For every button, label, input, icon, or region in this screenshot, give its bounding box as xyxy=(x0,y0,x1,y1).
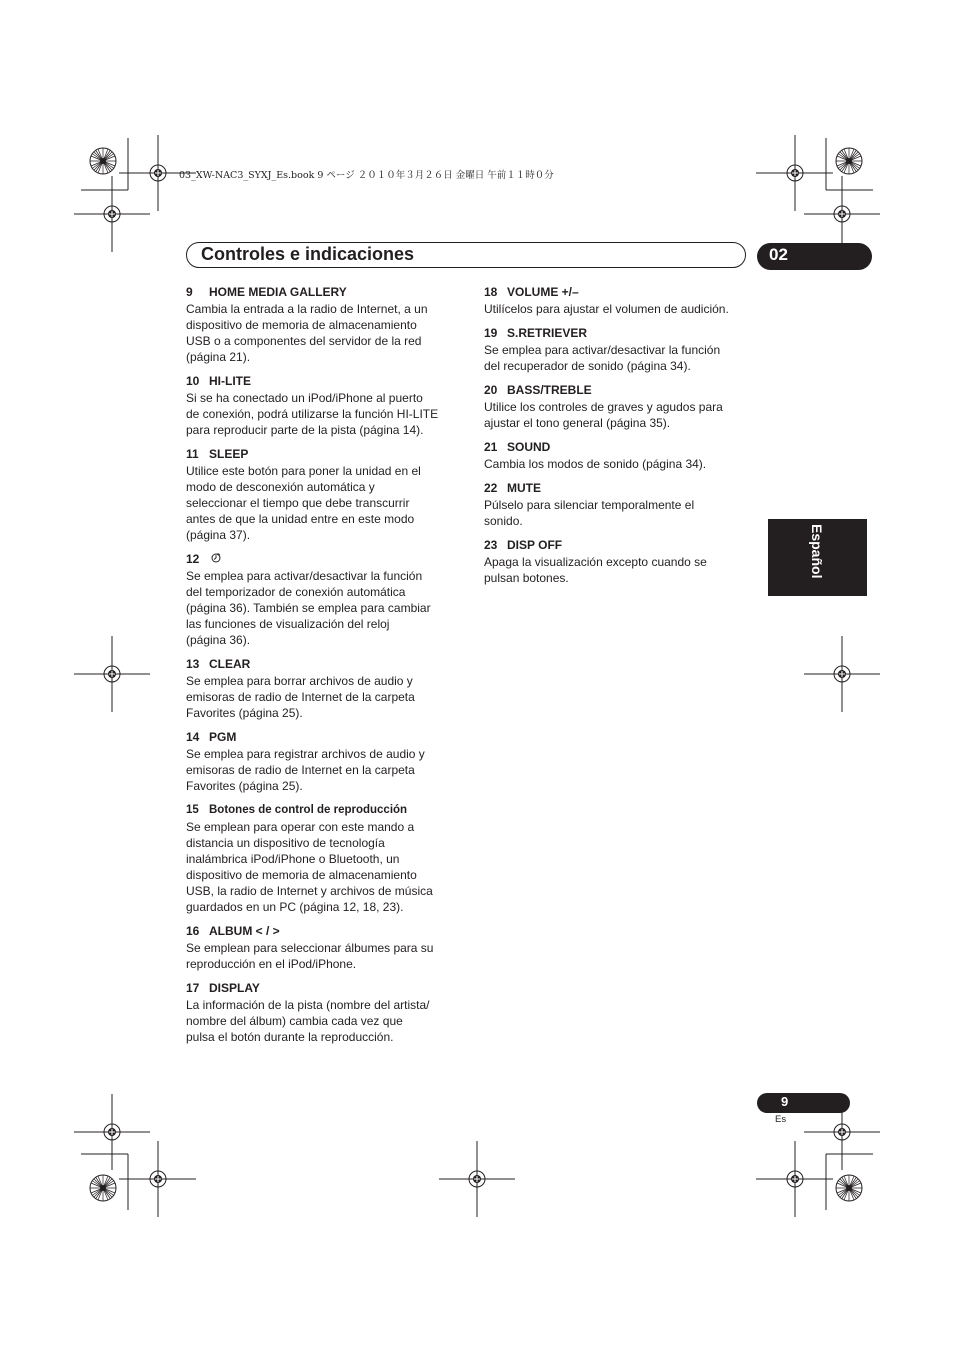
list-item xyxy=(186,803,466,915)
item-description xyxy=(186,463,466,543)
item-title: CLEAR xyxy=(209,657,251,672)
item-title: SLEEP xyxy=(209,447,249,461)
item-title: MUTE xyxy=(507,481,541,495)
item-number: 12 xyxy=(186,552,200,566)
text-line: (página 37). xyxy=(186,528,251,542)
item-description xyxy=(186,819,466,915)
item-heading xyxy=(186,924,466,939)
text-line: Si se ha conectado un iPod/iPhone al puerto xyxy=(186,391,423,405)
chapter-badge xyxy=(757,243,872,270)
list-item xyxy=(186,447,466,543)
item-description xyxy=(186,568,466,648)
text-line: Se emplea para borrar archivos de audio y xyxy=(186,674,413,689)
section-title: Controles e indicaciones xyxy=(201,244,415,264)
text-line: antes de que la unidad entre en este modo xyxy=(186,512,415,526)
language-tab-label: Español xyxy=(809,524,825,579)
list-item xyxy=(484,326,764,374)
text-line: USB o a componentes del servidor de la red xyxy=(186,334,422,348)
text-line: Utilice este botón para poner la unidad en el xyxy=(186,464,421,478)
text-line: de conexión, podrá utilizarse la función HI-LITE xyxy=(186,407,439,421)
item-number: 20 xyxy=(484,383,498,397)
item-title: BASS/TREBLE xyxy=(507,383,592,397)
text-line: inalámbrica iPod/iPhone o Bluetooth, un xyxy=(186,852,400,867)
item-heading xyxy=(186,657,466,672)
item-description xyxy=(186,673,466,721)
timer-clock-icon xyxy=(211,552,221,567)
page-number-badge xyxy=(757,1093,850,1113)
item-title: VOLUME +/– xyxy=(507,285,579,299)
text-line: pulsan botones. xyxy=(484,571,569,585)
item-number: 14 xyxy=(186,730,200,745)
language-tab xyxy=(768,519,867,596)
text-line: Cambia los modos de sonido (página 34). xyxy=(484,457,707,471)
list-item xyxy=(484,440,764,472)
text-line: reproducción en el iPod/iPhone. xyxy=(186,957,357,972)
text-line: (página 36). También se emplea para cambiar xyxy=(186,601,431,616)
item-number: 22 xyxy=(484,481,498,495)
print-header: 03_XW-NAC3_SYXJ_Es.book 9 ページ ２０１０年３月２６日 金曜日 午前１１時０分 xyxy=(179,170,554,181)
item-heading xyxy=(186,730,466,745)
item-heading xyxy=(186,285,466,300)
left-column xyxy=(186,285,466,1054)
item-heading xyxy=(186,447,466,462)
text-line: Se emplea para activar/desactivar la función xyxy=(484,343,721,357)
text-line: seleccionar el tiempo que debe transcurrir xyxy=(186,496,410,510)
item-title: PGM xyxy=(209,730,237,745)
text-line: (página 21). xyxy=(186,350,251,364)
item-heading xyxy=(186,552,466,567)
item-heading xyxy=(484,440,764,455)
text-line: del recuperador de sonido (página 34). xyxy=(484,359,691,373)
item-title: ALBUM < / > xyxy=(209,924,280,939)
item-number: 18 xyxy=(484,285,498,299)
item-description xyxy=(484,342,764,374)
item-title: Botones de control de reproducción xyxy=(209,804,408,817)
item-title: S.RETRIEVER xyxy=(507,326,588,340)
list-item xyxy=(186,374,466,438)
text-line: La información de la pista (nombre del artista/ xyxy=(186,998,430,1013)
item-heading xyxy=(186,981,466,996)
right-column xyxy=(484,285,764,595)
text-line: Se emplea para activar/desactivar la función xyxy=(186,569,423,584)
chapter-number: 02 xyxy=(769,245,788,264)
text-line: (página 36). xyxy=(186,633,251,648)
text-line: Favorites (página 25). xyxy=(186,779,303,794)
item-title: HOME MEDIA GALLERY xyxy=(209,285,347,299)
item-number: 23 xyxy=(484,538,498,552)
list-item xyxy=(186,552,466,648)
item-number: 13 xyxy=(186,657,200,672)
text-line: Cambia la entrada a la radio de Internet, a un xyxy=(186,302,428,316)
item-heading xyxy=(186,374,466,389)
item-title: SOUND xyxy=(507,440,551,454)
text-line: Se emplean para seleccionar álbumes para su xyxy=(186,941,434,956)
item-description xyxy=(186,997,466,1045)
item-description xyxy=(484,456,764,472)
item-heading xyxy=(484,383,764,398)
text-line: guardados en un PC (página 12, 18, 23). xyxy=(186,900,404,915)
text-line: sonido. xyxy=(484,514,523,528)
text-line: del temporizador de conexión automática xyxy=(186,585,406,600)
text-line: emisoras de radio de Internet en la carpeta xyxy=(186,763,415,778)
list-item xyxy=(186,730,466,794)
text-line: Púlselo para silenciar temporalmente el xyxy=(484,498,695,512)
item-description xyxy=(186,301,466,365)
item-number: 10 xyxy=(186,374,200,388)
list-item xyxy=(484,285,764,317)
item-description xyxy=(186,940,466,972)
text-line: distancia un dispositivo de tecnología xyxy=(186,836,385,851)
page-language-code: Es xyxy=(775,1114,787,1125)
item-number: 21 xyxy=(484,440,498,454)
item-heading xyxy=(484,538,764,553)
text-line: USB, la radio de Internet y archivos de música xyxy=(186,884,433,899)
item-description xyxy=(484,554,764,586)
item-title: DISPLAY xyxy=(209,981,260,996)
text-line: nombre del álbum) cambia cada vez que xyxy=(186,1014,403,1029)
item-description xyxy=(484,301,764,317)
item-title: HI-LITE xyxy=(209,374,251,388)
item-description xyxy=(186,390,466,438)
item-number: 16 xyxy=(186,924,200,939)
list-item xyxy=(484,481,764,529)
list-item xyxy=(484,383,764,431)
text-line: dispositivo de memoria de almacenamiento xyxy=(186,868,417,883)
text-line: pulsa el botón durante la reproducción. xyxy=(186,1030,394,1045)
text-line: las funciones de visualización del reloj xyxy=(186,617,390,632)
page-number: 9 xyxy=(781,1094,789,1109)
list-item xyxy=(186,924,466,972)
text-line: emisoras de radio de Internet de la carpeta xyxy=(186,690,415,705)
list-item xyxy=(484,538,764,586)
item-number: 9 xyxy=(186,285,193,299)
text-line: dispositivo de memoria de almacenamiento xyxy=(186,318,417,332)
item-number: 11 xyxy=(186,447,199,461)
item-description xyxy=(186,746,466,794)
item-heading xyxy=(484,285,764,300)
item-description xyxy=(484,497,764,529)
text-line: Utilícelos para ajustar el volumen de audición. xyxy=(484,302,729,316)
text-line: Se emplea para registrar archivos de audio y xyxy=(186,747,425,762)
item-number: 17 xyxy=(186,981,200,996)
text-line: Se emplean para operar con este mando a xyxy=(186,820,415,835)
text-line: Utilice los controles de graves y agudos para xyxy=(484,400,723,414)
text-line: modo de desconexión automática y xyxy=(186,480,375,494)
list-item xyxy=(186,981,466,1045)
text-line: para reproducir parte de la pista (página 14). xyxy=(186,423,424,437)
text-line: Apaga la visualización excepto cuando se xyxy=(484,555,707,569)
item-description xyxy=(484,399,764,431)
text-line: Favorites (página 25). xyxy=(186,706,303,721)
list-item xyxy=(186,285,466,365)
item-heading xyxy=(484,326,764,341)
item-number: 19 xyxy=(484,326,498,340)
text-line: ajustar el tono general (página 35). xyxy=(484,416,671,430)
item-heading xyxy=(186,803,466,818)
item-number: 15 xyxy=(186,804,199,817)
item-heading xyxy=(484,481,764,496)
section-title-bar xyxy=(186,242,746,268)
list-item xyxy=(186,657,466,721)
item-title: DISP OFF xyxy=(507,538,563,552)
